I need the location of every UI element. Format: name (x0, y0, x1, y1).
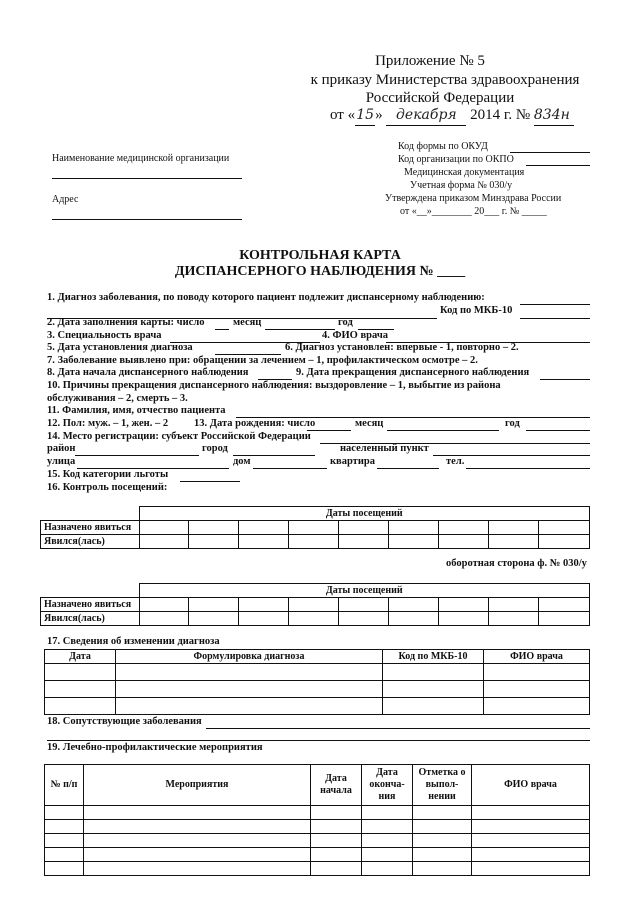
settlement-label: населенный пункт (340, 443, 429, 454)
field-8-start-date: 8. Дата начала диспансерного наблюдения (47, 367, 249, 378)
scheduled-label: Назначено явиться (41, 521, 140, 535)
fill-month-label: месяц (233, 317, 262, 328)
birth-month-line (387, 430, 499, 431)
table-row (45, 848, 590, 862)
okud-line (510, 152, 590, 153)
phone-line (466, 468, 590, 469)
col-end-date: Дата оконча-ния (362, 765, 413, 806)
date-mid: » (375, 107, 383, 123)
field-15-benefit: 15. Код категории льготы (47, 469, 169, 480)
fill-year-label: год (338, 317, 353, 328)
col-completion-mark: Отметка о выпол-нении (413, 765, 472, 806)
table-row (45, 834, 590, 848)
card-title-line2: ДИСПАНСЕРНОГО НАБЛЮДЕНИЯ № ____ (174, 264, 466, 279)
diagnosis-changes-table (44, 649, 590, 715)
field-16-visits: 16. Контроль посещений: (47, 482, 168, 493)
birth-year-line (526, 430, 590, 431)
mkb-code-label: Код по МКБ-10 (440, 305, 513, 316)
federation-line: Российской Федерации (365, 90, 515, 106)
field-11-patient-name: 11. Фамилия, имя, отчество пациента (47, 405, 226, 416)
table-row (41, 612, 590, 626)
visits-corner (41, 507, 140, 521)
table-row (41, 598, 590, 612)
approved-label: Утверждена приказом Минздрава России (385, 193, 562, 204)
apartment-line (377, 468, 439, 469)
date-month: декабря (386, 106, 466, 126)
org-name-line (52, 178, 242, 179)
col-start-date: Дата начала (311, 765, 362, 806)
visits-dates-header: Даты посещений (139, 507, 590, 521)
fill-day-line (215, 329, 229, 330)
phone-label: тел. (446, 456, 465, 467)
col-mkb: Код по МКБ-10 (383, 650, 484, 664)
visits-table-back (40, 583, 590, 626)
col-number: № п/п (45, 765, 84, 806)
apartment-label: квартира (330, 456, 375, 467)
table-row (41, 535, 590, 549)
okpo-line (526, 165, 590, 166)
field-10-reasons: 10. Причины прекращения диспансерного наблюдения: выздоровление – 1, выбытие из района (47, 380, 501, 391)
treatment-table (44, 764, 590, 876)
field-10-reasons-cont: обслуживания – 2, смерть – 3. (47, 393, 188, 404)
house-line (253, 468, 327, 469)
section-19-title: 19. Лечебно-профилактические мероприятия (47, 742, 263, 753)
okud-label: Код формы по ОКУД (398, 141, 488, 152)
table-row (45, 820, 590, 834)
diagnosis-line (520, 304, 590, 305)
field-4-doctor: 4. ФИО врача (322, 330, 388, 341)
table-row (45, 698, 590, 715)
date-year: 2014 г. № (470, 107, 531, 123)
col-date: Дата (45, 650, 116, 664)
attended-label: Явился(лась) (41, 535, 140, 549)
approved-date: от «__»________ 20___ г. № _____ (400, 206, 547, 217)
district-line (75, 455, 199, 456)
visits-dates-header: Даты посещений (139, 584, 590, 598)
reverse-side-label: оборотная сторона ф. № 030/у (446, 558, 587, 569)
table-row (45, 664, 590, 681)
field-6-diag-established: 6. Диагноз установлен: впервые - 1, повторно – 2. (285, 342, 519, 353)
attended-label: Явился(лась) (41, 612, 140, 626)
order-date-line (330, 106, 600, 126)
scheduled-label: Назначено явиться (41, 598, 140, 612)
col-event: Мероприятия (84, 765, 311, 806)
section-17-title: 17. Сведения об изменении диагноза (47, 636, 220, 647)
field-1-diagnosis: 1. Диагноз заболевания, по поводу которого пациент подлежит диспансерному наблюдению: (47, 292, 485, 303)
comorbid-line-2 (47, 740, 590, 741)
field-2-fill-date: 2. Дата заполнения карты: число (47, 317, 205, 328)
visits-table-front (40, 506, 590, 549)
field-9-end-date: 9. Дата прекращения диспансерного наблюдения (296, 367, 530, 378)
end-date-line (540, 379, 590, 380)
date-day: 15 (355, 106, 375, 126)
card-title-line1: КОНТРОЛЬНАЯ КАРТА (239, 248, 401, 263)
table-row (41, 521, 590, 535)
table-row (45, 681, 590, 698)
table-row (45, 806, 590, 820)
field-5-diag-date: 5. Дата установления диагноза (47, 342, 193, 353)
med-doc-label: Медицинская документация (404, 167, 525, 178)
benefit-line (180, 481, 240, 482)
org-name-label: Наименование медицинской организации (52, 153, 230, 164)
visits-corner (41, 584, 140, 598)
street-label: улица (47, 456, 76, 467)
address-label: Адрес (52, 194, 79, 205)
field-7-detected: 7. Заболевание выявлено при: обращении за лечением – 1, профилактическом осмотре – 2. (47, 355, 478, 366)
order-line: к приказу Министерства здравоохранения (310, 72, 580, 88)
district-label: район (47, 443, 76, 454)
col-doctor: ФИО врача (484, 650, 590, 664)
house-label: дом (233, 456, 251, 467)
okpo-label: Код организации по ОКПО (398, 154, 514, 165)
address-line (52, 219, 242, 220)
date-prefix: от « (330, 107, 356, 123)
birth-year-label: год (505, 418, 520, 429)
section-18-comorbid: 18. Сопутствующие заболевания (47, 716, 202, 727)
col-doctor-name: ФИО врача (472, 765, 590, 806)
order-number: 834н (534, 106, 574, 126)
table-row (45, 862, 590, 876)
field-13-birth-date: 13. Дата рождения: число (194, 418, 316, 429)
col-diagnosis: Формулировка диагноза (116, 650, 383, 664)
mkb-code-line (520, 318, 590, 319)
birth-day-line (307, 430, 351, 431)
comorbid-line-1 (206, 728, 590, 729)
form-label: Учетная форма № 030/у (410, 180, 513, 191)
city-label: город (202, 443, 228, 454)
field-3-specialty: 3. Специальность врача (47, 330, 162, 341)
field-12-sex: 12. Пол: муж. – 1, жен. – 2 (47, 418, 169, 429)
birth-month-label: месяц (355, 418, 384, 429)
appendix-title: Приложение № 5 (375, 53, 485, 69)
field-14-registration: 14. Место регистрации: субъект Российской Федерации (47, 431, 311, 442)
